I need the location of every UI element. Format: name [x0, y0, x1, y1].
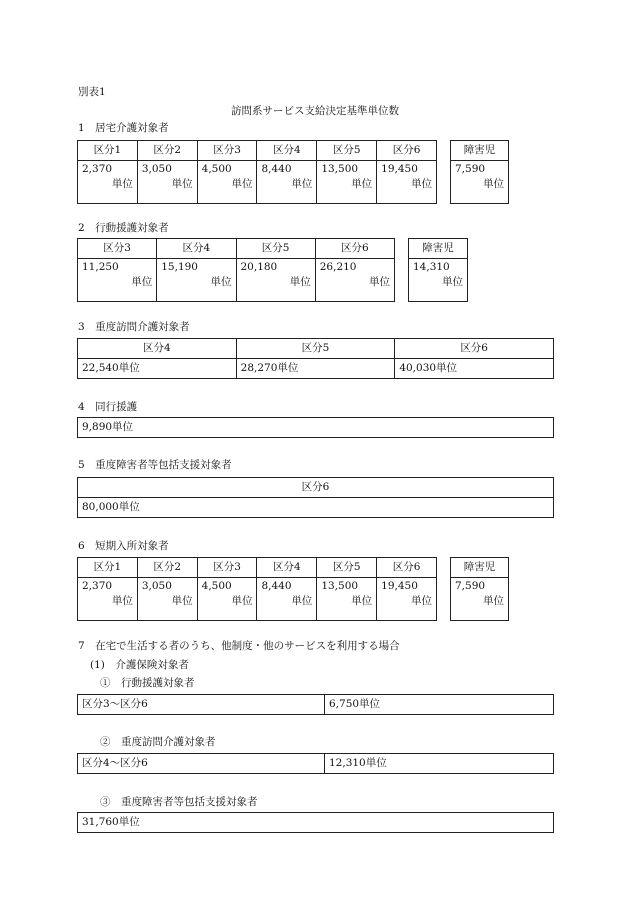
cell-unit: 単位: [210, 275, 232, 288]
table-header: 障害児: [451, 558, 509, 578]
table-row: [451, 141, 509, 161]
table-cell: [78, 161, 138, 204]
cell-value: 14,310: [413, 261, 450, 273]
section-1-child-table: [450, 140, 509, 204]
table-header: 区分5: [317, 558, 377, 578]
table-cell: 6,750単位: [325, 695, 554, 715]
table-header: 区分5: [236, 339, 395, 359]
cell-unit: 単位: [411, 594, 432, 607]
cell-value: 8,440: [261, 163, 292, 175]
section-3-heading: 3 重度訪問介護対象者: [78, 321, 190, 333]
table-header: 区分3: [197, 558, 257, 578]
cell-unit: 単位: [171, 177, 193, 190]
table-row: [409, 259, 468, 302]
cell-unit: 単位: [369, 275, 390, 288]
cell-unit: 単位: [483, 177, 504, 190]
table-cell: 12,310単位: [325, 754, 554, 774]
cell-value: 13,500: [321, 163, 359, 175]
table-header: 障害児: [409, 239, 468, 259]
table-cell: [137, 578, 197, 621]
table-header: 区分3: [197, 141, 257, 161]
cell-unit: 単位: [231, 177, 253, 190]
table-cell: [78, 259, 157, 302]
table-row: [78, 558, 437, 578]
table-header: 区分4: [157, 239, 236, 259]
cell-value: 7,590: [455, 163, 486, 175]
cell-value: 11,250: [82, 261, 119, 273]
cell-unit: 単位: [351, 177, 373, 190]
table-header: 区分6: [377, 141, 437, 161]
section-7-item-1-table: [77, 694, 554, 715]
cell-unit: 単位: [111, 177, 133, 190]
table-row: [78, 359, 554, 379]
section-7-item-3-heading: ③ 重度障害者等包括支援対象者: [100, 796, 258, 808]
section-6-child-table: [450, 557, 509, 621]
table-cell: [137, 161, 197, 204]
cell-unit: 単位: [111, 594, 133, 607]
table-cell: [377, 578, 437, 621]
table-header: 区分5: [236, 239, 315, 259]
table-cell: [157, 259, 236, 302]
table-header: 区分1: [78, 141, 138, 161]
table-cell: 9,890単位: [78, 418, 554, 438]
table-row: [451, 578, 509, 621]
table-cell: 31,760単位: [78, 813, 554, 833]
table-cell: [451, 161, 509, 204]
cell-value: 26,210: [319, 261, 357, 273]
table-cell: [78, 578, 138, 621]
table-cell: 80,000単位: [78, 498, 554, 518]
table-row: [451, 161, 509, 204]
cell-unit: 単位: [231, 594, 253, 607]
table-cell: [317, 161, 377, 204]
table-header: 区分1: [78, 558, 138, 578]
table-cell: [377, 161, 437, 204]
section-2-table: [77, 238, 395, 302]
cell-unit: 単位: [351, 594, 373, 607]
section-6-table: [77, 557, 437, 621]
cell-value: 4,500: [201, 580, 232, 592]
table-cell: 22,540単位: [78, 359, 237, 379]
table-row: [409, 239, 468, 259]
table-header: 区分4: [78, 339, 237, 359]
section-7-heading: 7 在宅で生活する者のうち、他制度・他のサービスを利用する場合: [78, 640, 400, 652]
table-header: 区分6: [315, 239, 394, 259]
table-cell: [409, 259, 468, 302]
section-3-table: [77, 338, 554, 379]
section-6-heading: 6 短期入所対象者: [78, 540, 169, 552]
cell-unit: 単位: [131, 275, 153, 288]
section-1-heading: 1 居宅介護対象者: [78, 122, 169, 134]
table-cell: 区分4～区分6: [78, 754, 325, 774]
table-row: [78, 498, 554, 518]
section-1-table: [77, 140, 437, 204]
cell-value: 20,180: [240, 261, 278, 273]
appendix-label: 別表1: [78, 86, 106, 98]
table-cell: [315, 259, 394, 302]
table-row: [78, 813, 554, 833]
cell-value: 7,590: [455, 580, 486, 592]
table-header: 区分6: [78, 478, 554, 498]
section-5-heading: 5 重度障害者等包括支援対象者: [78, 459, 232, 471]
cell-unit: 単位: [442, 275, 463, 288]
table-cell: [317, 578, 377, 621]
table-header: 区分2: [137, 141, 197, 161]
table-cell: [197, 578, 257, 621]
cell-value: 13,500: [321, 580, 359, 592]
cell-unit: 単位: [483, 594, 504, 607]
table-cell: 28,270単位: [236, 359, 395, 379]
section-7-item-1-heading: ① 行動援護対象者: [100, 677, 195, 689]
cell-value: 3,050: [141, 580, 172, 592]
table-row: [78, 695, 554, 715]
cell-value: 8,440: [261, 580, 292, 592]
cell-unit: 単位: [291, 594, 313, 607]
cell-value: 3,050: [141, 163, 172, 175]
section-7-item-3-table: [77, 812, 554, 833]
table-row: [78, 339, 554, 359]
table-row: [78, 418, 554, 438]
section-4-table: [77, 417, 554, 438]
cell-value: 4,500: [201, 163, 232, 175]
cell-unit: 単位: [171, 594, 193, 607]
table-cell: [197, 161, 257, 204]
section-4-heading: 4 同行援護: [78, 401, 138, 413]
table-row: [78, 141, 437, 161]
table-row: [78, 161, 437, 204]
cell-unit: 単位: [291, 177, 313, 190]
table-header: 区分3: [78, 239, 157, 259]
table-header: 区分6: [377, 558, 437, 578]
cell-unit: 単位: [289, 275, 311, 288]
table-header: 区分4: [257, 141, 317, 161]
table-row: [78, 754, 554, 774]
section-7-sub-heading: (1) 介護保険対象者: [90, 659, 189, 671]
table-cell: [257, 161, 317, 204]
table-cell: [451, 578, 509, 621]
cell-value: 15,190: [161, 261, 198, 273]
section-2-heading: 2 行動援護対象者: [78, 222, 169, 234]
cell-value: 19,450: [381, 580, 418, 592]
cell-value: 2,370: [82, 163, 113, 175]
cell-value: 19,450: [381, 163, 418, 175]
table-header: 区分4: [257, 558, 317, 578]
table-row: [451, 558, 509, 578]
section-7-item-2-heading: ② 重度訪問介護対象者: [100, 736, 216, 748]
table-row: [78, 239, 395, 259]
page-title: 訪問系サービス支給決定基準単位数: [231, 105, 399, 117]
table-header: 区分5: [317, 141, 377, 161]
table-header: 区分2: [137, 558, 197, 578]
section-5-table: [77, 477, 554, 518]
table-row: [78, 578, 437, 621]
table-header: 区分6: [395, 339, 554, 359]
table-cell: 40,030単位: [395, 359, 554, 379]
table-row: [78, 478, 554, 498]
table-row: [78, 259, 395, 302]
table-header: 障害児: [451, 141, 509, 161]
cell-value: 2,370: [82, 580, 113, 592]
section-2-child-table: [408, 238, 468, 302]
table-cell: [236, 259, 315, 302]
table-cell: 区分3～区分6: [78, 695, 325, 715]
cell-unit: 単位: [411, 177, 432, 190]
section-7-item-2-table: [77, 753, 554, 774]
table-cell: [257, 578, 317, 621]
